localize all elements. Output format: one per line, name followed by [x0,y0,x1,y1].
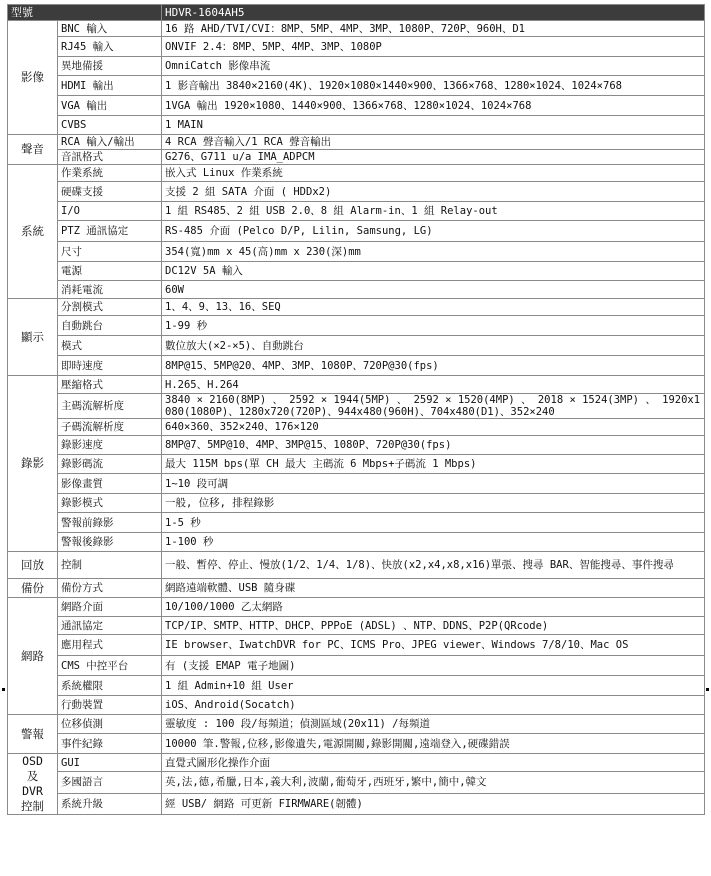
spec-row [8,150,705,165]
spec-label: 警報後錄影 [58,533,162,552]
spec-row [8,281,705,299]
spec-label: 行動裝置 [58,696,162,715]
category-cell: OSD 及 DVR 控制 [8,754,58,815]
spec-table [7,4,705,815]
spec-row [8,436,705,455]
spec-value: 60W [162,281,705,299]
spec-value: 1 組 RS485、2 組 USB 2.0、8 組 Alarm-in、1 組 Relay-out [162,202,705,221]
spec-label: 影像畫質 [58,474,162,494]
spec-label: 尺寸 [58,242,162,262]
spec-row [8,57,705,76]
spec-label: 子碼流解析度 [58,419,162,436]
spec-label: I/O [58,202,162,221]
spec-row [8,494,705,513]
spec-label: GUI [58,754,162,772]
spec-row [8,376,705,394]
spec-value: RS-485 介面 (Pelco D/P, Lilin, Samsung, LG) [162,221,705,242]
spec-label: CMS 中控平台 [58,656,162,676]
spec-value: 1-100 秒 [162,533,705,552]
spec-value: 1 MAIN [162,116,705,135]
spec-value: 有 (支援 EMAP 電子地圖) [162,656,705,676]
spec-value: 1-99 秒 [162,316,705,336]
spec-value: 英,法,德,希臘,日本,義大利,波蘭,葡萄牙,西班牙,繁中,簡中,韓文 [162,772,705,793]
spec-label: 系統升級 [58,793,162,814]
spec-label: 主碼流解析度 [58,394,162,419]
spec-label: 消耗電流 [58,281,162,299]
spec-value: 3840 × 2160(8MP) 、 2592 × 1944(5MP) 、 2592 × 1520(4MP) 、 2018 × 1524(3MP) 、 1920x1080(1080P)、1280x720(720P)、944x480(960H)、704x480(D1)、352×240 [162,394,705,419]
spec-row [8,96,705,116]
spec-label: 異地備援 [58,57,162,76]
spec-value: 10/100/1000 乙太網路 [162,598,705,617]
category-cell: 聲音 [8,135,58,165]
spec-value: 1-5 秒 [162,513,705,533]
spec-row [8,336,705,356]
spec-row [8,242,705,262]
spec-label: 位移偵測 [58,715,162,734]
spec-row [8,793,705,814]
spec-row [8,656,705,676]
header-model-label: 型號 [8,5,162,21]
spec-row [8,696,705,715]
spec-label: 錄影速度 [58,436,162,455]
spec-value: 1~10 段可調 [162,474,705,494]
spec-value: 1 組 Admin+10 組 User [162,676,705,696]
spec-row [8,715,705,734]
spec-label: RJ45 輸入 [58,37,162,57]
spec-label: 控制 [58,552,162,579]
spec-label: 多國語言 [58,772,162,793]
spec-label: 壓縮格式 [58,376,162,394]
spec-row [8,474,705,494]
spec-row [8,754,705,772]
spec-label: 備份方式 [58,579,162,598]
category-cell: 警報 [8,715,58,754]
spec-label: 自動跳台 [58,316,162,336]
spec-row [8,734,705,754]
spec-value: 直覺式圖形化操作介面 [162,754,705,772]
spec-value: 10000 筆.警報,位移,影像遺失,電源開關,錄影開關,遠端登入,硬碟錯誤 [162,734,705,754]
spec-row [8,419,705,436]
spec-value: 網路遠端軟體、USB 隨身碟 [162,579,705,598]
spec-label: 即時速度 [58,356,162,376]
spec-label: CVBS [58,116,162,135]
spec-value: H.265、H.264 [162,376,705,394]
spec-label: RCA 輸入/輸出 [58,135,162,150]
spec-value: 一般、暫停、停止、慢放(1/2、1/4、1/8)、快放(x2,x4,x8,x16)單張、搜尋 BAR、智能搜尋、事件搜尋 [162,552,705,579]
category-cell: 備份 [8,579,58,598]
spec-value: 一般, 位移, 排程錄影 [162,494,705,513]
spec-label: HDMI 輸出 [58,76,162,96]
spec-label: BNC 輸入 [58,21,162,37]
spec-value: 640×360、352×240、176×120 [162,419,705,436]
spec-value: ONVIF 2.4：8MP、5MP、4MP、3MP、1080P [162,37,705,57]
spec-label: 錄影模式 [58,494,162,513]
spec-row [8,635,705,656]
spec-row [8,455,705,474]
spec-value: 4 RCA 聲音輸入/1 RCA 聲音輸出 [162,135,705,150]
spec-row [8,182,705,202]
spec-label: 作業系統 [58,165,162,182]
spec-value: DC12V 5A 輸入 [162,262,705,281]
category-cell: 影像 [8,21,58,135]
spec-value: 354(寬)mm x 45(高)mm x 230(深)mm [162,242,705,262]
spec-label: PTZ 通訊協定 [58,221,162,242]
spec-value: 最大 115M bps(單 CH 最大 主碼流 6 Mbps+子碼流 1 Mbps) [162,455,705,474]
spec-value: 16 路 AHD/TVI/CVI：8MP、5MP、4MP、3MP、1080P、720P、960H、D1 [162,21,705,37]
category-cell: 系統 [8,165,58,299]
spec-row [8,552,705,579]
header-row [8,5,705,21]
spec-value: 經 USB/ 網路 可更新 FIRMWARE(韌體) [162,793,705,814]
spec-label: 警報前錄影 [58,513,162,533]
category-cell: 錄影 [8,376,58,552]
spec-label: 模式 [58,336,162,356]
spec-label: 分割模式 [58,299,162,316]
spec-row [8,76,705,96]
spec-row [8,316,705,336]
category-cell: 顯示 [8,299,58,376]
spec-value: 1 影音輸出 3840×2160(4K)、1920×1080×1440×900、1366×768、1280×1024、1024×768 [162,76,705,96]
spec-label: 網路介面 [58,598,162,617]
spec-row [8,37,705,57]
margin-dot-right [706,688,709,691]
spec-row [8,21,705,37]
spec-row [8,533,705,552]
spec-row [8,116,705,135]
spec-row [8,579,705,598]
spec-value: 數位放大(×2-×5)、自動跳台 [162,336,705,356]
spec-row [8,356,705,376]
spec-label: 硬碟支援 [58,182,162,202]
spec-value: TCP/IP、SMTP、HTTP、DHCP、PPPoE (ADSL) 、NTP、DDNS、P2P(QRcode) [162,617,705,635]
spec-row [8,262,705,281]
spec-value: G276、G711 u/a IMA_ADPCM [162,150,705,165]
spec-row [8,299,705,316]
spec-row [8,598,705,617]
spec-row [8,221,705,242]
spec-row [8,202,705,221]
spec-value: 支援 2 組 SATA 介面 ( HDDx2) [162,182,705,202]
spec-value: 1VGA 輸出 1920×1080、1440×900、1366×768、1280×1024、1024×768 [162,96,705,116]
spec-label: 系統權限 [58,676,162,696]
spec-value: 靈敏度 : 100 段/每頻道；偵測區域(20x11) /每頻道 [162,715,705,734]
spec-label: 應用程式 [58,635,162,656]
spec-label: 電源 [58,262,162,281]
margin-dot-left [2,688,5,691]
spec-row [8,676,705,696]
spec-value: 嵌入式 Linux 作業系統 [162,165,705,182]
spec-label: 通訊協定 [58,617,162,635]
spec-row [8,394,705,419]
spec-value: 8MP@7、5MP@10、4MP、3MP@15、1080P、720P@30(fps) [162,436,705,455]
spec-label: 錄影碼流 [58,455,162,474]
header-model-value: HDVR-1604AH5 [162,5,705,21]
spec-row [8,617,705,635]
spec-value: 8MP@15、5MP@20、4MP、3MP、1080P、720P@30(fps) [162,356,705,376]
category-cell: 回放 [8,552,58,579]
spec-label: VGA 輸出 [58,96,162,116]
spec-label: 音訊格式 [58,150,162,165]
spec-value: iOS、Android(Socatch) [162,696,705,715]
spec-label: 事件紀錄 [58,734,162,754]
spec-row [8,513,705,533]
spec-value: IE browser、IwatchDVR for PC、ICMS Pro、JPEG viewer、Windows 7/8/10、Mac OS [162,635,705,656]
spec-value: 1、4、9、13、16、SEQ [162,299,705,316]
category-cell: 網路 [8,598,58,715]
spec-row [8,772,705,793]
spec-row [8,165,705,182]
spec-value: OmniCatch 影像串流 [162,57,705,76]
spec-row [8,135,705,150]
